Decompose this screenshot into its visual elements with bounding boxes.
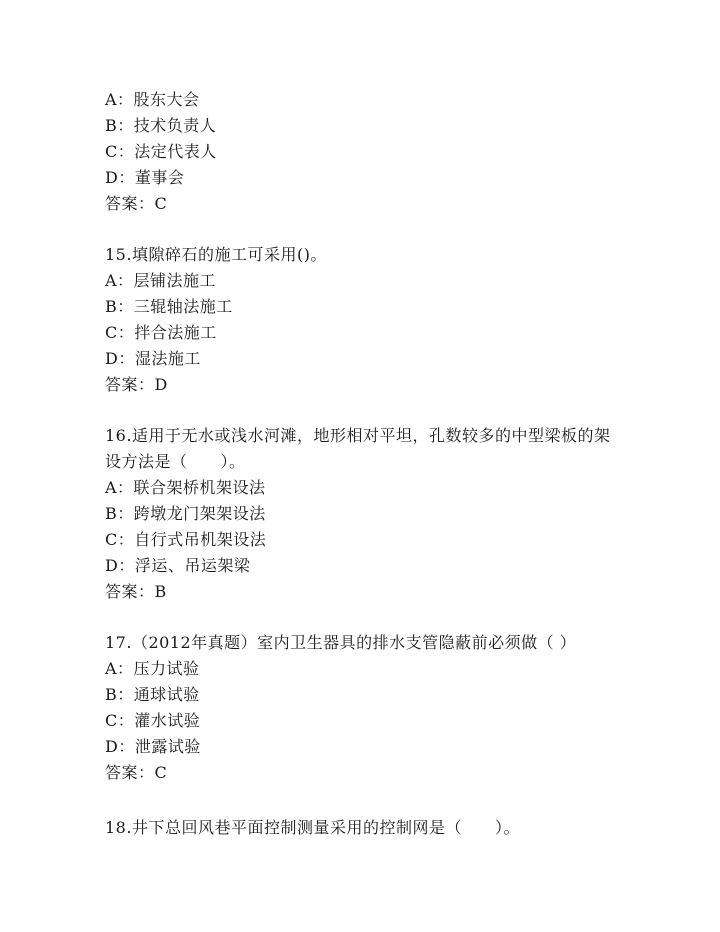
- answer-line: 答案：C: [105, 194, 168, 213]
- option-a: A：压力试验: [105, 659, 200, 678]
- option-c: C：自行式吊机架设法: [105, 530, 267, 549]
- option-d: D：泄露试验: [105, 737, 201, 756]
- option-b: B：三辊轴法施工: [105, 297, 233, 316]
- option-d: D：湿法施工: [105, 349, 201, 368]
- option-a: A：联合架桥机架设法: [105, 478, 266, 497]
- question-16-block: [105, 423, 625, 605]
- question-text: 17.（2012年真题）室内卫生器具的排水支管隐蔽前必须做（ ）: [105, 633, 577, 652]
- question-15-block: [105, 242, 625, 398]
- question-text-line-2: 设方法是（ ）。: [105, 452, 246, 471]
- option-d: D：董事会: [105, 168, 185, 187]
- question-text-line-1: 16.适用于无水或浅水河滩，地形相对平坦，孔数较多的中型梁板的架: [105, 426, 611, 445]
- option-c: C：法定代表人: [105, 142, 217, 161]
- option-b: B：跨墩龙门架架设法: [105, 504, 266, 523]
- question-text: 15.填隙碎石的施工可采用()。: [105, 245, 327, 264]
- option-c: C：拌合法施工: [105, 323, 217, 342]
- question-18-block: [105, 815, 625, 841]
- question-14-block: [105, 87, 625, 217]
- answer-line: 答案：D: [105, 375, 168, 394]
- option-a: A：股东大会: [105, 90, 200, 109]
- option-b: B：通球试验: [105, 685, 200, 704]
- option-d: D：浮运、吊运架梁: [105, 556, 251, 575]
- option-c: C：灌水试验: [105, 711, 201, 730]
- option-a: A：层铺法施工: [105, 271, 217, 290]
- option-b: B：技术负责人: [105, 116, 217, 135]
- answer-line: 答案：B: [105, 582, 167, 601]
- question-text: 18.井下总回风巷平面控制测量采用的控制网是（ ）。: [105, 818, 520, 837]
- answer-line: 答案：C: [105, 763, 168, 782]
- question-17-block: [105, 630, 625, 786]
